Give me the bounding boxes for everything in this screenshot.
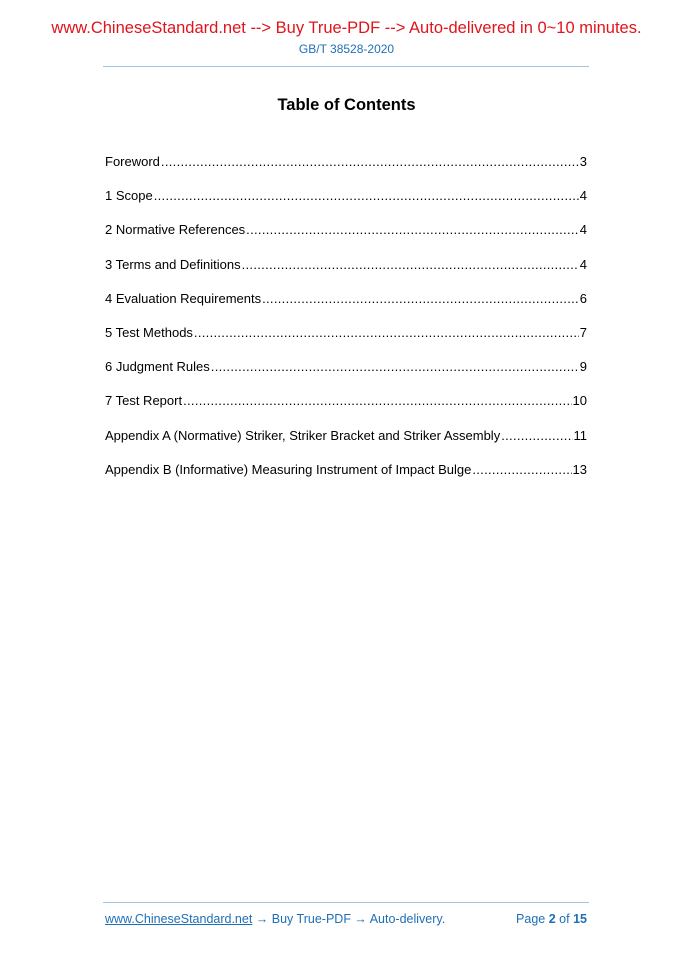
footer-buy-text: Buy True-PDF xyxy=(271,912,351,926)
toc-entry-test-methods[interactable] xyxy=(105,324,587,358)
toc-entry-label: 3 Terms and Definitions xyxy=(105,256,241,272)
standard-code: GB/T 38528-2020 xyxy=(298,42,395,56)
header-divider xyxy=(103,66,589,67)
toc-entry-label: Appendix A (Normative) Striker, Striker Bracket and Striker Assembly xyxy=(105,427,501,443)
toc-entry-foreword[interactable] xyxy=(105,153,587,187)
toc-entry-terms-definitions[interactable] xyxy=(105,256,587,290)
footer-divider xyxy=(103,902,589,903)
toc-dot-leader xyxy=(154,187,579,205)
toc-entry-label: 2 Normative References xyxy=(105,222,246,238)
toc-dot-leader xyxy=(472,461,571,479)
toc-dot-leader xyxy=(194,324,579,342)
toc-entry-page: 6 xyxy=(579,290,587,306)
toc-entry-page: 13 xyxy=(572,461,587,477)
footer-arrow-icon: → xyxy=(350,912,370,926)
toc-dot-leader xyxy=(501,427,572,445)
toc-entry-page: 11 xyxy=(573,427,587,443)
footer-site-link[interactable]: www.ChineseStandard.net xyxy=(105,912,253,926)
page-word: Page xyxy=(516,912,546,926)
page-of-word: of xyxy=(559,912,570,926)
toc-entry-page: 4 xyxy=(579,222,587,238)
toc-entry-label: 4 Evaluation Requirements xyxy=(105,290,262,306)
toc-entry-label: 1 Scope xyxy=(105,188,153,204)
toc-entry-label: Appendix B (Informative) Measuring Instrument of Impact Bulge xyxy=(105,461,472,477)
footer-delivery-text: Auto-delivery. xyxy=(369,912,446,926)
toc-entry-page: 9 xyxy=(579,359,587,375)
toc-entry-page: 7 xyxy=(579,324,587,340)
toc-dot-leader xyxy=(242,256,579,274)
toc-entry-label: 6 Judgment Rules xyxy=(105,359,210,375)
toc-entry-page: 10 xyxy=(572,393,587,409)
page-title: Table of Contents xyxy=(277,96,416,114)
toc-entry-page: 4 xyxy=(579,256,587,272)
toc-dot-leader xyxy=(183,392,571,410)
page-indicator xyxy=(516,912,587,926)
toc-entry-test-report[interactable] xyxy=(105,392,587,426)
total-pages-number: 15 xyxy=(573,912,587,926)
toc-entry-appendix-a[interactable] xyxy=(105,427,587,461)
toc-dot-leader xyxy=(161,153,579,171)
toc-entry-normative-references[interactable] xyxy=(105,221,587,255)
toc-dot-leader xyxy=(246,221,579,239)
toc-entry-label: 5 Test Methods xyxy=(105,324,193,340)
toc-dot-leader xyxy=(211,358,579,376)
toc-entry-scope[interactable] xyxy=(105,187,587,221)
promo-banner[interactable]: www.ChineseStandard.net --> Buy True-PDF --> Auto-delivered in 0~10 minutes. xyxy=(51,19,642,37)
toc-entry-page: 3 xyxy=(579,154,587,169)
toc-entry-appendix-b[interactable] xyxy=(105,461,587,495)
footer-promo xyxy=(105,912,445,926)
footer-arrow-icon: → xyxy=(252,912,272,926)
toc-entry-evaluation-requirements[interactable] xyxy=(105,290,587,324)
toc-entry-label: 7 Test Report xyxy=(105,393,183,409)
toc-entry-label: Foreword xyxy=(105,154,160,169)
toc-dot-leader xyxy=(262,290,579,308)
table-of-contents xyxy=(105,153,587,495)
toc-entry-judgment-rules[interactable] xyxy=(105,358,587,392)
current-page-number: 2 xyxy=(548,912,556,926)
toc-entry-page: 4 xyxy=(579,188,587,204)
